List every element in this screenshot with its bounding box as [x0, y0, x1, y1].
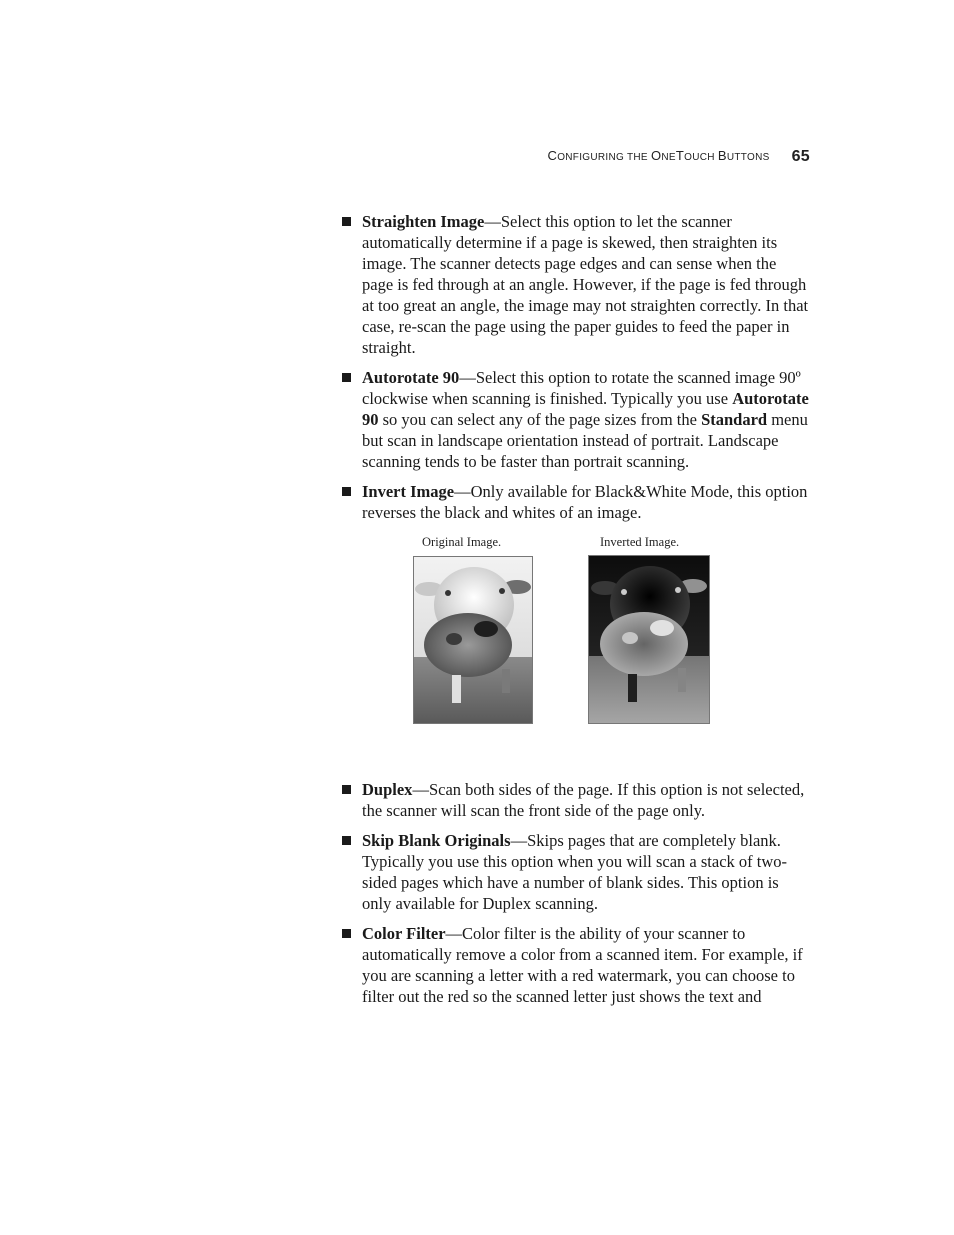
option-description: —Only available for Black&White Mode, this option reverses the black and whites of an image. [362, 482, 808, 522]
option-description: —Select this option to let the scanner automatically determine if a page is skewed, then straighten its image. The scanner detects page edges and can sense when the page is fed through at an angle. However, if the page is fed through at too great an angle, the image may not straighten correctly. In that case, re-scan the page using the paper guides to feed the paper in straight. [362, 212, 809, 357]
square-bullet-icon [342, 929, 351, 938]
running-head-segment: OUCH [684, 152, 718, 163]
square-bullet-icon [342, 785, 351, 794]
option-description: menu but scan in landscape orientation instead of portrait. Landscape scanning tends to be faster than portrait scanning. [362, 410, 808, 471]
running-head-segment: T [675, 148, 685, 163]
option-list-bottom [340, 779, 810, 1007]
page-content [340, 211, 810, 1016]
option-term: Standard [701, 410, 768, 429]
running-head-segment: ONFIGURING THE [557, 152, 651, 163]
running-head-segment: C [547, 148, 558, 163]
option-list-top [340, 211, 810, 523]
option-invert-image [340, 481, 810, 523]
running-head-segment: B [717, 148, 727, 163]
option-term: Autorotate 90 [362, 389, 809, 429]
option-term: Straighten Image [362, 212, 485, 231]
option-term: Autorotate 90 [362, 368, 460, 387]
option-duplex [340, 779, 810, 821]
original-image-caption: Original Image. [422, 535, 502, 549]
option-description: —Color filter is the ability of your scanner to automatically remove a color from a scanned item. For example, if you are scanning a letter with a red watermark, you can choose to filter out the red so the scanned letter just shows the text and [362, 924, 803, 1006]
option-term: Skip Blank Originals [362, 831, 511, 850]
running-head-segment: NE [661, 152, 676, 163]
original-image [413, 556, 533, 724]
option-term: Invert Image [362, 482, 455, 501]
running-head-title [548, 148, 770, 163]
option-description: —Select this option to rotate the scanned image 90º clockwise when scanning is finished. Typically you use [362, 368, 801, 408]
running-head-segment: UTTONS [726, 152, 770, 163]
option-term: Duplex [362, 780, 413, 799]
option-description: so you can select any of the page sizes from the [378, 410, 702, 429]
square-bullet-icon [342, 373, 351, 382]
option-description: —Skips pages that are completely blank. Typically you use this option when you will scan a stack of two-sided pages which have a number of blank sides. This option is only available for Duplex scanning. [362, 831, 788, 913]
option-term: Color Filter [362, 924, 446, 943]
square-bullet-icon [342, 487, 351, 496]
square-bullet-icon [342, 836, 351, 845]
inverted-image [588, 555, 710, 724]
option-skip-blank-originals [340, 830, 810, 914]
option-autorotate-90 [340, 367, 810, 472]
square-bullet-icon [342, 217, 351, 226]
option-color-filter [340, 923, 810, 1007]
running-head [500, 148, 810, 166]
invert-example-figure [340, 533, 810, 765]
inverted-image-caption: Inverted Image. [600, 535, 680, 549]
running-head-segment: O [650, 148, 662, 163]
option-description: —Scan both sides of the page. If this option is not selected, the scanner will scan the front side of the page only. [362, 780, 805, 820]
option-straighten-image [340, 211, 810, 358]
page-number: 65 [791, 148, 810, 165]
